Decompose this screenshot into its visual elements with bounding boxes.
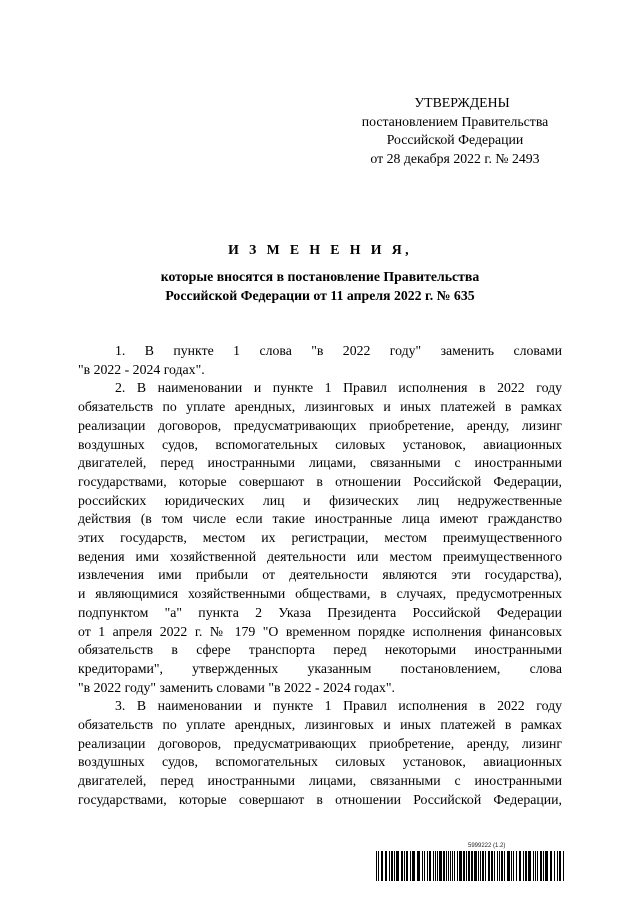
heading-subtitle-1: которые вносятся в постановление Правительства — [160, 269, 480, 284]
approval-line-3: от 28 декабря 2022 г. № 2493 — [370, 150, 540, 166]
body-line: 3. В наименовании и пункте 1 Правил исполнения в 2022 году — [115, 698, 562, 714]
body-line: обязательств по уплате арендных, лизинговых и иных платежей в рамках — [78, 399, 562, 415]
body-line: кредиторами", утвержденных указанным постановлением, слова — [78, 660, 562, 676]
body-line: государствами, которые совершают в отношении Российской Федерации, — [78, 791, 562, 807]
body-line: действия (в том числе если такие иностранные лица имеют гражданство — [78, 511, 562, 527]
body-line: двигателей, перед иностранными лицами, связанными с иностранными — [78, 455, 562, 471]
body-line: российских юридических лиц и физических лиц недружественные — [78, 492, 562, 508]
body-line: реализации договоров, предусматривающих приобретение, аренду, лизинг — [78, 735, 562, 751]
body-line: от 1 апреля 2022 г. № 179 "О временном порядке исполнения финансовых — [78, 623, 562, 639]
approval-block — [340, 94, 570, 168]
body-line: этих государств, местом их регистрации, местом преимущественного — [78, 530, 562, 546]
body-line: обязательств в сфере транспорта перед некоторыми иностранными — [78, 642, 562, 658]
body-line: воздушных судов, вспомогательных силовых установок, авиационных — [78, 754, 562, 770]
body-line: подпунктом "а" пункта 2 Указа Президента Российской Федерации — [78, 604, 562, 620]
body-line: 1. В пункте 1 слова "в 2022 году" заменить словами — [115, 343, 562, 358]
body-line: обязательств по уплате арендных, лизинговых и иных платежей в рамках — [78, 717, 562, 733]
heading-subtitle-2: Российской Федерации от 11 апреля 2022 г. № 635 — [165, 288, 475, 303]
body-line: извлечения ими прибыли от деятельности являются эти государства), — [78, 567, 562, 583]
approval-line-2: Российской Федерации — [386, 132, 524, 147]
body-line: 2. В наименовании и пункте 1 Правил исполнения в 2022 году — [115, 380, 562, 396]
body-line: государствами, которые совершают в отношении Российской Федерации, — [78, 473, 562, 489]
paragraph-3 — [78, 697, 562, 809]
approval-title: УТВЕРЖДЕНЫ — [414, 95, 510, 110]
paragraph-2 — [78, 379, 562, 697]
body-line: реализации договоров, предусматривающих приобретение, аренду, лизинг — [78, 417, 562, 433]
paragraph-1 — [78, 342, 562, 379]
heading-title: И З М Е Н Е Н И Я, — [228, 242, 412, 257]
body-line: воздушных судов, вспомогательных силовых установок, авиационных — [78, 436, 562, 452]
barcode-label: 5999222 (1.2) — [468, 843, 506, 849]
body-line: "в 2022 году" заменить словами "в 2022 - 2024 годах". — [78, 679, 396, 695]
body-line: "в 2022 - 2024 годах". — [78, 361, 205, 377]
barcode-image — [376, 851, 564, 881]
body-line: двигателей, перед иностранными лицами, связанными с иностранными — [78, 773, 562, 789]
approval-line-1: постановлением Правительства — [361, 113, 549, 129]
document-heading — [78, 240, 562, 305]
body-line: и являющимися хозяйственными обществами, в случаях, предусмотренных — [78, 586, 562, 602]
body-line: ведения ими хозяйственной деятельности или местом преимущественного — [78, 548, 562, 564]
document-body — [78, 342, 562, 810]
